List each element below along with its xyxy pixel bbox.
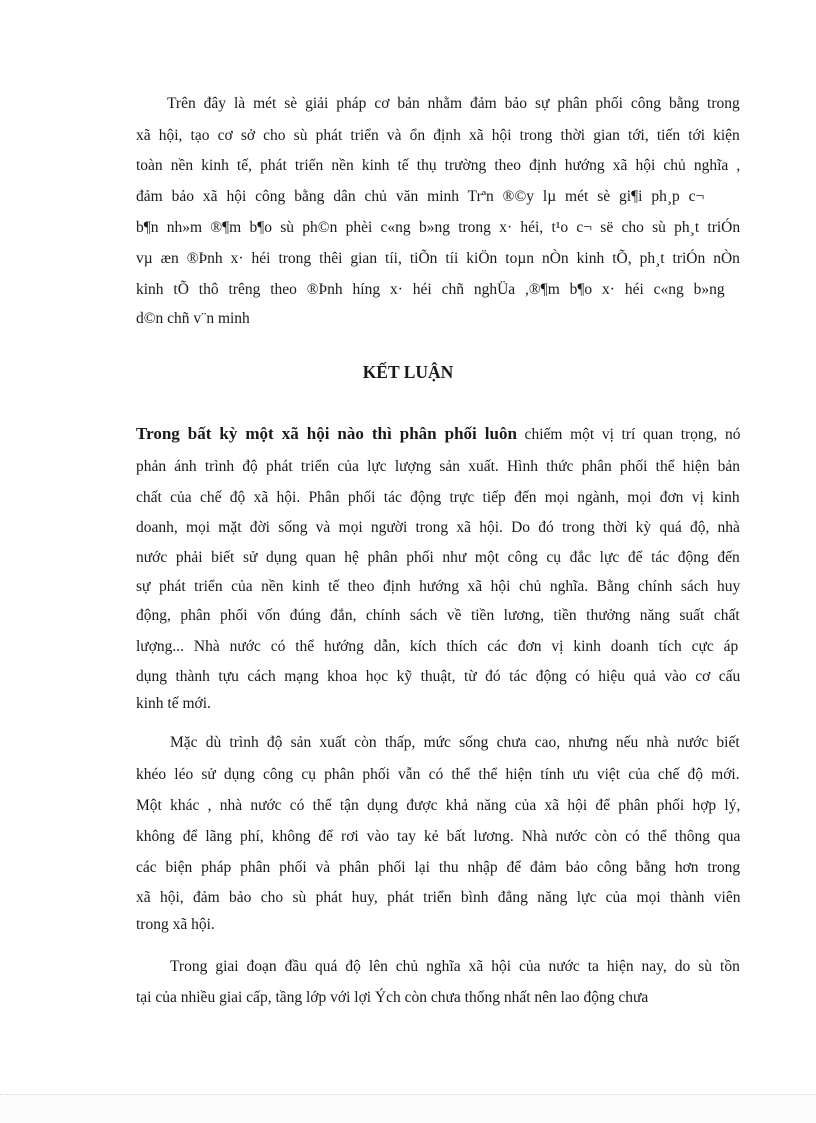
- p1-line-7: kinh tÕ thô trêng theo ®Þnh híng x· héi chñ nghÜa ,®¶m b¶o x· héi c«ng b»ng: [136, 281, 725, 298]
- p3-line-6: xã hội, đảm bảo cho sù phát huy, phát triển bình đẳng năng lực của mọi thành viên: [136, 889, 741, 906]
- p3-line-7: trong xã hội.: [136, 916, 215, 933]
- p2-lead-bold: Trong bất kỳ một xã hội nào thì phân phối luôn: [136, 424, 517, 443]
- p1-line-8: d©n chñ v¨n minh: [136, 310, 250, 327]
- p3-line-4: không để lãng phí, không để rơi vào tay kẻ bất lương. Nhà nước còn có thể thông qua: [136, 828, 741, 845]
- p2-line-5: nước phải biết sử dụng quan hệ phân phối như một công cụ đắc lực để tác động đến: [136, 549, 740, 566]
- p1-line-2: xã hội, tạo cơ sở cho sù phát triển và ổn định xã hội trong thời gian tới, tiến tới kiện: [136, 127, 740, 144]
- p3-line-3: Một khác , nhà nước có thể tận dụng được khả năng của xã hội để phân phối hợp lý,: [136, 797, 741, 814]
- p2-line-1: [136, 424, 740, 445]
- p1-line-1: Trên đây là mét sè giải pháp cơ bản nhằm đảm bảo sự phân phối công bằng trong: [167, 95, 740, 112]
- p4-line-2: tại của nhiều giai cấp, tầng lớp với lợi Ých còn chưa thống nhất nên lao động chưa: [136, 989, 649, 1006]
- p1-line-3: toàn nền kinh tế, phát triển nền kinh tế thụ trường theo định hướng xã hội chủ nghĩa ,: [136, 157, 741, 174]
- page-bottom-edge: [0, 1094, 816, 1123]
- p1-line-5: b¶n nh»m ®¶m b¶o sù ph©n phèi c«ng b»ng trong x· héi, t¹o c¬ së cho sù ph¸t triÓn: [136, 219, 741, 236]
- p2-lead-rest: chiếm một vị trí quan trọng, nó: [516, 426, 741, 443]
- p2-line-9: dụng thành tựu cách mạng khoa học kỹ thuật, từ đó tác động có hiệu quả vào cơ cấu: [136, 668, 741, 685]
- section-heading: KẾT LUẬN: [362, 362, 454, 382]
- p3-line-5: các biện pháp phân phối và phân phối lại thu nhập để đảm bảo công bằng hơn trong: [136, 859, 741, 876]
- p2-line-2: phản ánh trình độ phát triển của lực lượng sản xuất. Hình thức phân phối thể hiện bản: [136, 458, 740, 475]
- p1-line-6: vµ æn ®Þnh x· héi trong thêi gian tíi, tiÕn tíi kiÖn toµn nÒn kinh tÕ, ph¸t triÓn nÒn: [136, 250, 740, 267]
- p2-line-8: lượng... Nhà nước có thể hướng dẫn, kích thích các đơn vị kinh doanh tích cực áp: [136, 638, 739, 655]
- p3-line-2: khéo léo sử dụng công cụ phân phối vẫn có thể thể hiện tính ưu việt của chế độ mới.: [136, 766, 740, 783]
- p3-line-1: Mặc dù trình độ sản xuất còn thấp, mức sống chưa cao, nhưng nếu nhà nước biết: [170, 734, 740, 751]
- p4-line-1: Trong giai đoạn đầu quá độ lên chủ nghĩa xã hội của nước ta hiện nay, do sù tồn: [170, 958, 740, 975]
- p2-line-3: chất của chế độ xã hội. Phân phối tác động trực tiếp đến mọi ngành, mọi đơn vị kinh: [136, 489, 740, 506]
- p2-line-6: sự phát triển của nền kinh tế theo định hướng xã hội chủ nghĩa. Bằng chính sách huy: [136, 578, 741, 595]
- p2-line-4: doanh, mọi mặt đời sống và mọi người trong xã hội. Do đó trong thời kỳ quá độ, nhà: [136, 519, 740, 536]
- p1-line-4: đảm bảo xã hội công bằng dân chủ văn minh Trªn ®©y lµ mét sè gi¶i ph¸p c¬: [136, 188, 705, 205]
- p2-line-10: kinh tế mới.: [136, 695, 211, 712]
- p2-line-7: động, phân phối vốn đúng đắn, chính sách về tiền lương, tiền thưởng năng suất chất: [136, 607, 740, 624]
